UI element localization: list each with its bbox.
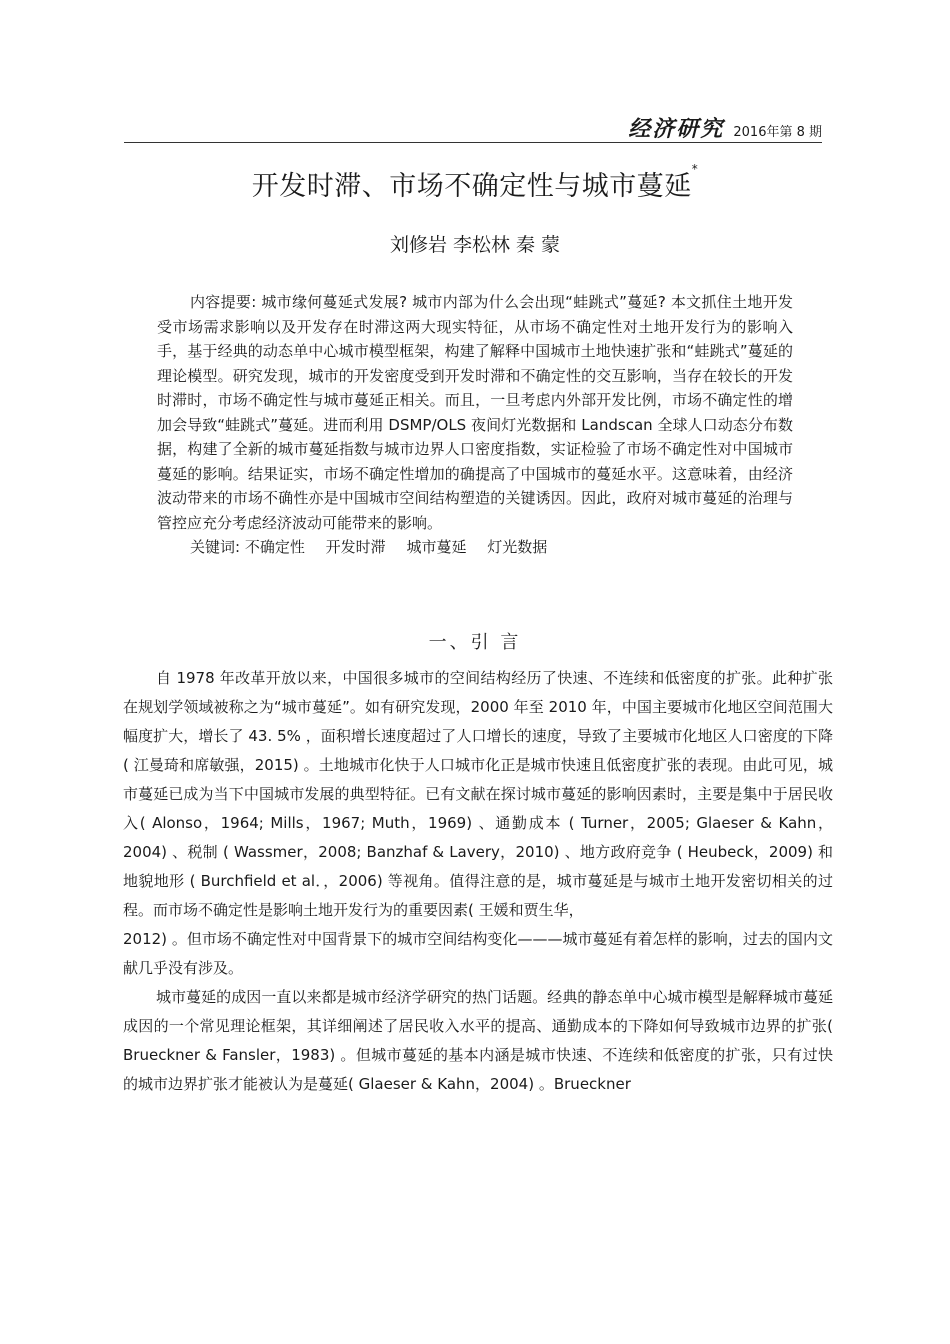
abstract-text: 内容提要: 城市缘何蔓延式发展? 城市内部为什么会出现“蛙跳式”蔓延? 本文抓住土地开发受市场需求影响以及开发存在时滞这两大现实特征，从市场不确定性对土地开发行为的影响入手，基于经典的动态单中心城市模型框架，构建了解释中国城市土地快速扩张和“蛙跳式”蔓延的理论模型。研究发现，城市的开发密度受到开发时滞和不确定性的交互影响，当存在较长的开发时滞时，市场不确定性与城市蔓延正相关。而且，一旦考虑内外部开发比例，市场不确定性的增加会导致“蛙跳式”蔓延。进而利用 DSMP/OLS 夜间灯光数据和 Landscan 全球人口动态分布数据，构建了全新的城市蔓延指数与城市边界人口密度指数，实证检验了市场不确定性对中国城市蔓延的影响。结果证实，市场不确定性增加的确提高了中国城市的蔓延水平。这意味着，由经济波动带来的市场不确性亦是中国城市空间结构塑造的关键诱因。因此，政府对城市蔓延的治理与管控应充分考虑经济波动可能带来的影响。 [157, 293, 793, 532]
body-text [123, 664, 833, 1099]
title-footnote-mark: * [691, 162, 699, 176]
paragraph: 自 1978 年改革开放以来，中国很多城市的空间结构经历了快速、不连续和低密度的扩张。此种扩张在规划学领域被称之为“城市蔓延”。如有研究发现，2000 年至 2010 年，中国主要城市化地区空间范围大幅度扩大，增长了 43. 5% ，面积增长速度超过了人口增长的速度，导致了主要城市化地区人口密度的下降( 江曼琦和席敏强，2015) 。土地城市化快于人口城市化正是城市快速且低密度扩张的表现。由此可见，城市蔓延已成为当下中国城市发展的典型特征。已有文献在探讨城市蔓延的影响因素时，主要是集中于居民收入( Alonso，1964; Mills，1967; Muth，1969) 、通勤成本 ( Turner，2005; Glaeser & Kahn，2004) 、税制 ( Wassmer，2008; Banzhaf & Lavery，2010) 、地方政府竞争 ( Heubeck，2009) 和地貌地形 ( Burchfield et al．，2006) 等视角。值得注意的是，城市蔓延是与城市土地开发密切相关的过程。而市场不确定性是影响土地开发行为的重要因素( 王媛和贾生华， [123, 669, 833, 919]
keywords [157, 535, 793, 560]
paper-title-text: 开发时滞、市场不确定性与城市蔓延 [251, 171, 692, 202]
keyword: 开发时滞 [325, 538, 386, 556]
paragraph: 2012) 。但市场不确定性对中国背景下的城市空间结构变化———城市蔓延有着怎样的影响，过去的国内文献几乎没有涉及。 [123, 930, 833, 977]
section-heading: 一、引 言 [428, 632, 522, 653]
keyword: 城市蔓延 [406, 538, 467, 556]
issue-label: 2016年第 8 期 [733, 125, 822, 140]
keyword: 灯光数据 [487, 538, 548, 556]
paragraph: 城市蔓延的成因一直以来都是城市经济学研究的热门话题。经典的静态单中心城市模型是解释城市蔓延成因的一个常见理论框架，其详细阐述了居民收入水平的提高、通勤成本的下降如何导致城市边界的扩张( Brueckner & Fansler，1983) 。但城市蔓延的基本内涵是城市快速、不连续和低密度的扩张，只有过快的城市边界扩张才能被认为是蔓延( Glaeser & Kahn，2004) 。Brueckner [123, 988, 833, 1093]
keywords-label: 关键词: [190, 538, 241, 556]
paper-title [0, 164, 950, 203]
page-header [124, 112, 822, 143]
authors: 刘修岩 李松林 秦 蒙 [389, 234, 561, 256]
journal-name: 经济研究 [628, 116, 725, 142]
keyword: 不确定性 [244, 538, 305, 556]
abstract [157, 290, 793, 560]
